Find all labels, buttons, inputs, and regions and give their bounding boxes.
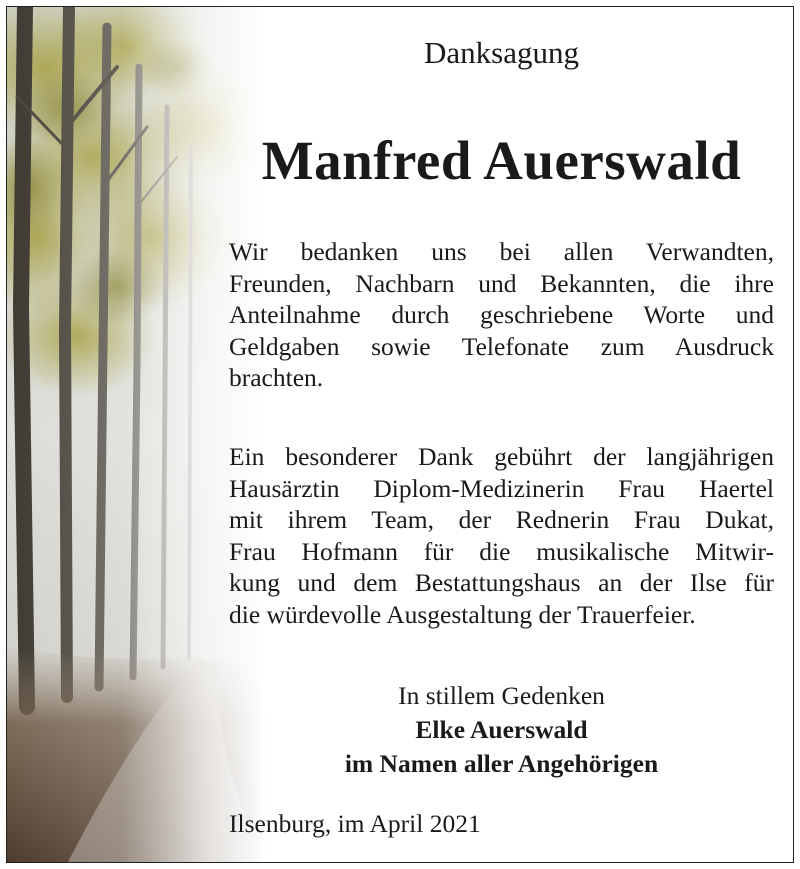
- mourner-name: Elke Auerswald: [415, 715, 588, 744]
- closing-block: [229, 679, 774, 781]
- special-thanks-paragraph: [229, 441, 774, 631]
- notice-heading: Danksagung: [424, 35, 579, 70]
- closing-remembrance: In stillem Gedenken: [398, 681, 605, 710]
- paragraph-line: kung und dem Bestattungshaus an der Ilse für: [229, 568, 774, 598]
- paragraph-line: Frau Hofmann für die musikalische Mitwir-: [229, 536, 774, 566]
- obituary-notice: [6, 6, 794, 863]
- paragraph-line: Geldgaben sowie Telefonate zum Ausdruck: [229, 331, 774, 361]
- thanks-paragraph: [229, 236, 774, 394]
- on-behalf-of-relatives: im Namen aller Angehörigen: [344, 749, 659, 778]
- paragraph-line: brachten.: [229, 363, 324, 393]
- paragraph-line: Ein besonderer Dank gebührt der langjährigen: [229, 442, 774, 471]
- paragraph-line: Freunden, Nachbarn und Bekannten, die ihre: [229, 268, 774, 298]
- place-and-date: Ilsenburg, im April 2021: [229, 809, 481, 838]
- paragraph-line: mit ihrem Team, der Rednerin Frau Dukat,: [229, 505, 774, 535]
- paragraph-line: Wir bedanken uns bei allen Verwandten,: [229, 237, 774, 266]
- deceased-name: Manfred Auerswald: [261, 130, 742, 191]
- paragraph-line: die würdevolle Ausgestaltung der Trauerfeier.: [229, 599, 696, 629]
- paragraph-line: Anteilnahme durch geschriebene Worte und: [229, 300, 774, 330]
- paragraph-line: Hausärztin Diplom-Medizinerin Frau Haertel: [229, 473, 774, 503]
